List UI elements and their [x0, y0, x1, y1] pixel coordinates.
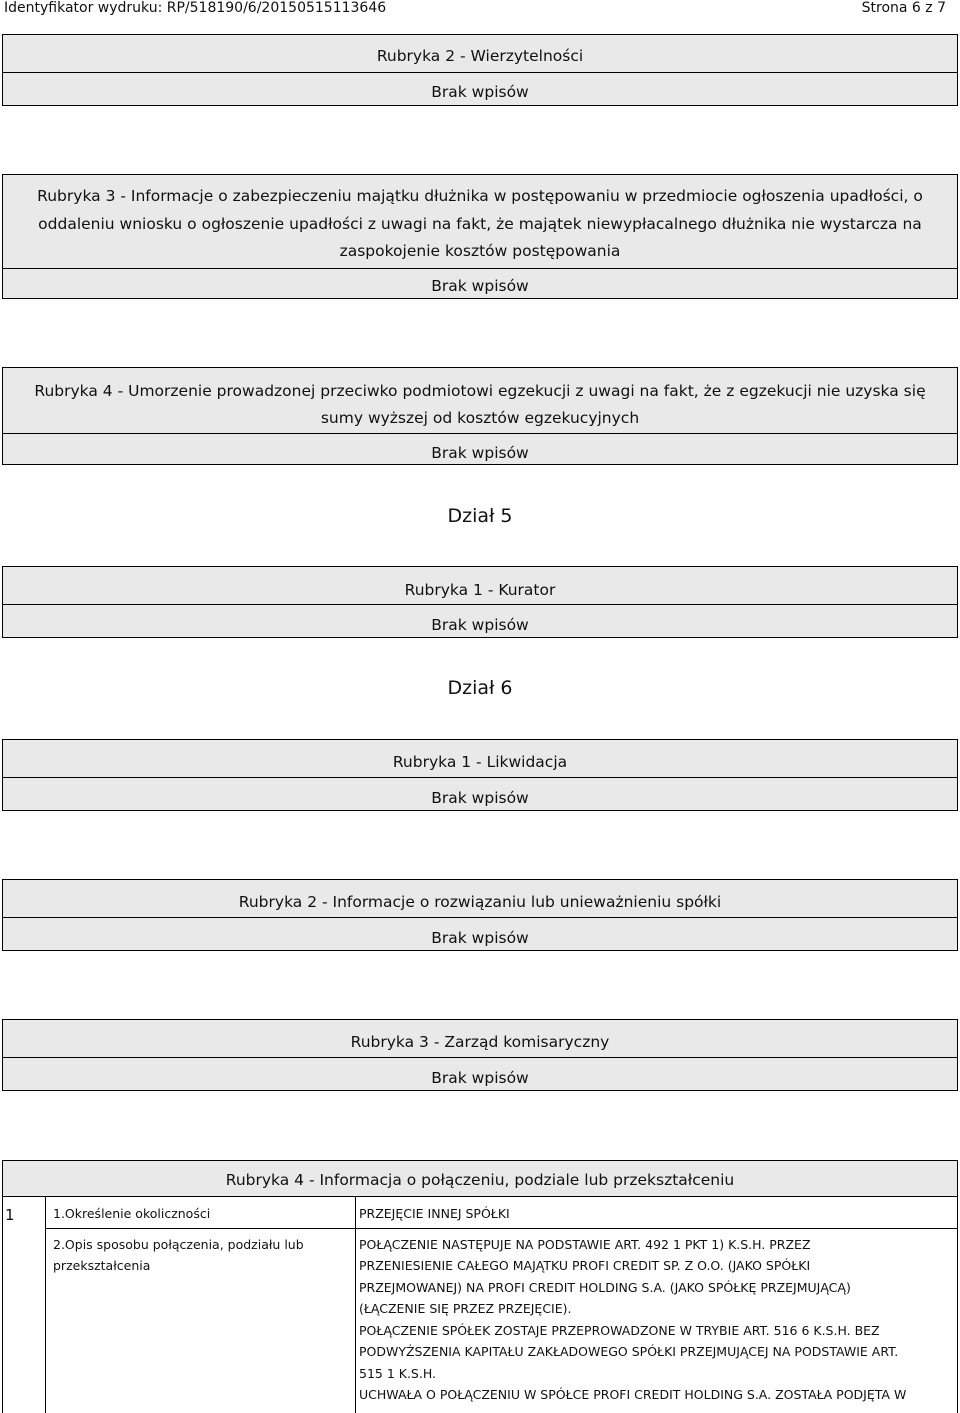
divider	[3, 72, 957, 73]
empty-entry-label: Brak wpisów	[431, 616, 529, 634]
section-title: Rubryka 3 - Zarząd komisaryczny	[350, 1033, 610, 1051]
divider	[3, 604, 957, 605]
print-identifier: Identyfikator wydruku: RP/518190/6/20150515113646	[4, 0, 387, 16]
divider	[3, 1057, 957, 1058]
field-label-line: przekształcenia	[53, 1258, 151, 1273]
section-rubryka-4-polaczenie	[2, 1160, 958, 1413]
divider	[3, 268, 957, 269]
page-number: Strona 6 z 7	[861, 0, 946, 16]
row-divider	[45, 1228, 957, 1229]
section-title: Rubryka 1 - Likwidacja	[392, 753, 568, 771]
empty-entry-label: Brak wpisów	[431, 1069, 529, 1087]
section-title-line: zaspokojenie kosztów postępowania	[339, 242, 621, 260]
field-value-line: PRZEJMOWANEJ) NA PROFI CREDIT HOLDING S.A. (JAKO SPÓŁKĘ PRZEJMUJĄCĄ)	[359, 1280, 851, 1295]
section-title: Rubryka 1 - Kurator	[404, 581, 556, 599]
field-value-line: POŁĄCZENIE NASTĘPUJE NA PODSTAWIE ART. 492 1 PKT 1) K.S.H. PRZEZ	[359, 1237, 811, 1252]
section-title-line: Rubryka 4 - Umorzenie prowadzonej przeciwko podmiotowi egzekucji z uwagi na fakt, że z egzekucji nie uzyska się	[34, 382, 926, 400]
field-value-line: POŁĄCZENIE SPÓŁEK ZOSTAJE PRZEPROWADZONE W TRYBIE ART. 516 6 K.S.H. BEZ	[359, 1323, 880, 1338]
empty-entry-label: Brak wpisów	[431, 277, 529, 295]
empty-entry-label: Brak wpisów	[431, 444, 529, 462]
section-title-line: sumy wyższej od kosztów egzekucyjnych	[320, 409, 640, 427]
field-value-line: PRZENIESIENIE CAŁEGO MAJĄTKU PROFI CREDIT SP. Z O.O. (JAKO SPÓŁKI	[359, 1258, 811, 1273]
section-rubryka-3-zarzad-komisaryczny	[2, 1019, 958, 1091]
section-rubryka-1-kurator	[2, 566, 958, 638]
divider	[3, 1196, 957, 1197]
divider	[3, 917, 957, 918]
print-header	[0, 0, 960, 16]
section-title: Rubryka 2 - Wierzytelności	[376, 47, 584, 65]
divider	[3, 777, 957, 778]
field-value-line: 515 1 K.S.H.	[359, 1366, 436, 1381]
section-rubryka-4-umorzenie	[2, 367, 958, 465]
empty-entry-label: Brak wpisów	[431, 83, 529, 101]
empty-entry-label: Brak wpisów	[431, 929, 529, 947]
section-rubryka-3-zabezpieczenie	[2, 174, 958, 299]
field-label: 1.Określenie okoliczności	[53, 1206, 211, 1221]
empty-entry-label: Brak wpisów	[431, 789, 529, 807]
field-value: PRZEJĘCIE INNEJ SPÓŁKI	[359, 1206, 510, 1221]
field-label-line: 2.Opis sposobu połączenia, podziału lub	[53, 1237, 304, 1252]
field-value-line: UCHWAŁA O POŁĄCZENIU W SPÓŁCE PROFI CREDIT HOLDING S.A. ZOSTAŁA PODJĘTA W	[359, 1387, 907, 1402]
field-value-line: (ŁĄCZENIE SIĘ PRZEZ PRZEJĘCIE).	[359, 1301, 572, 1316]
section-title-line: Rubryka 3 - Informacje o zabezpieczeniu majątku dłużnika w postępowaniu w przedmiocie ogłoszenia upadłości, o	[37, 187, 923, 205]
row-number: 1	[5, 1206, 15, 1224]
section-rubryka-2-wierzytelnosci	[2, 34, 958, 106]
section-rubryka-1-likwidacja	[2, 739, 958, 811]
dzial-6-heading: Dział 6	[447, 677, 513, 699]
section-rubryka-2-rozwiazanie	[2, 879, 958, 951]
divider	[3, 433, 957, 434]
section-title: Rubryka 2 - Informacje o rozwiązaniu lub unieważnieniu spółki	[238, 893, 722, 911]
section-title-line: oddaleniu wniosku o ogłoszenie upadłości z uwagi na fakt, że majątek niewypłacalnego dłużnika nie wystarcza na	[38, 215, 922, 233]
section-title: Rubryka 4 - Informacja o połączeniu, podziale lub przekształceniu	[225, 1171, 735, 1189]
field-value-line: PODWYŻSZENIA KAPITAŁU ZAKŁADOWEGO SPÓŁKI PRZEJMUJĄCEJ NA PODSTAWIE ART.	[359, 1344, 899, 1359]
dzial-5-heading: Dział 5	[447, 505, 513, 527]
